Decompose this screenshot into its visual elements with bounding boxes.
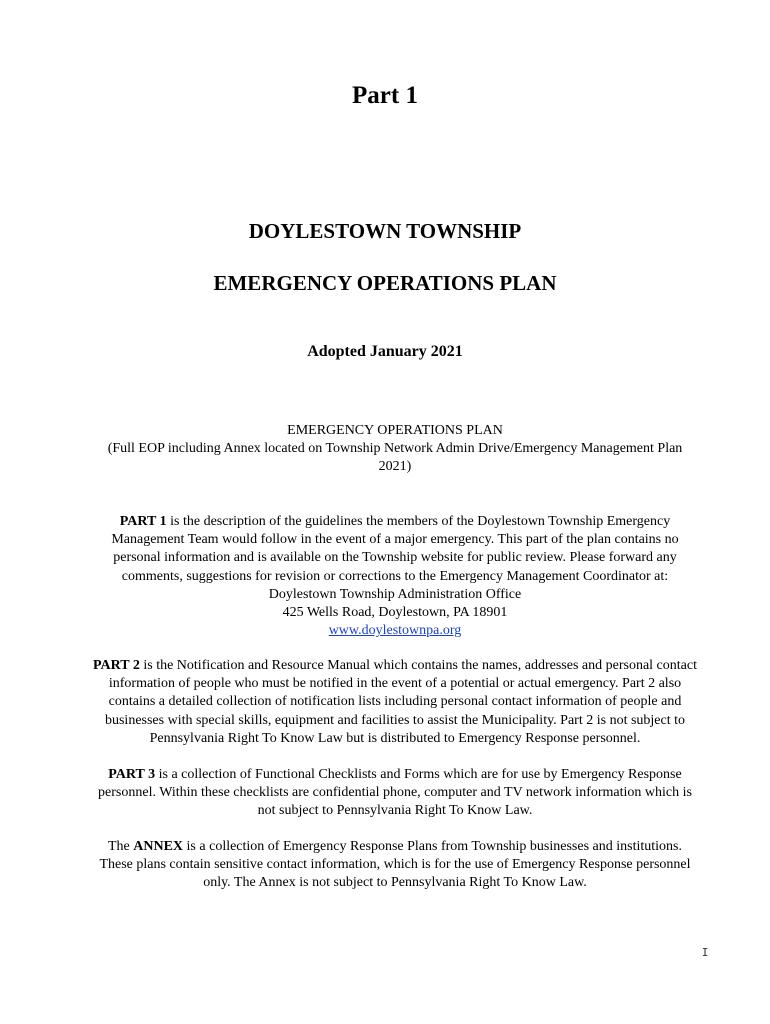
adopted-date: Adopted January 2021 [307, 343, 463, 360]
part3-paragraph [90, 766, 700, 821]
part1-website-line [90, 622, 700, 640]
part1-section [90, 513, 700, 640]
document-title: DOYLESTOWN TOWNSHIP [248, 219, 522, 243]
part1-office: Doylestown Township Administration Office [268, 586, 522, 602]
part3-text: is a collection of Functional Checklists and Forms which are for use by Emergency Response personnel. Within these checklists are confidential phone, computer and TV network information which is not subject to Pennsylvania Right To Know Law. [98, 767, 692, 819]
plan-location-note: (Full EOP including Annex located on Township Network Admin Drive/Emergency Management Plan 2021) [107, 441, 683, 475]
annex-section [90, 838, 700, 893]
annex-paragraph [90, 838, 700, 893]
plan-description-block [90, 422, 700, 477]
annex-label: ANNEX [133, 839, 184, 854]
part1-label: PART 1 [119, 514, 167, 529]
part3-section [90, 766, 700, 821]
part2-text: is the Notification and Resource Manual which contains the names, addresses and personal contact information of people who must be notified in the event of a potential or actual emergency. Part 2 also contains a detailed collection of notification lists including personal contact information of people and businesses with special skills, equipment and facilities to assist the Municipality. Part 2 is not subject to Pennsylvania Right To Know Law but is distributed to Emergency Response personnel. [104, 658, 697, 746]
part2-paragraph [90, 657, 700, 748]
part-heading: Part 1 [352, 82, 418, 109]
annex-text: is a collection of Emergency Response Plans from Township businesses and institutions. These plans contain sensitive contact information, which is for the use of Emergency Response personnel only. The Annex is not subject to Pennsylvania Right To Know Law. [99, 839, 691, 891]
part2-label: PART 2 [93, 658, 140, 673]
website-link[interactable]: www.doylestownpa.org [328, 623, 462, 639]
part1-paragraph [90, 513, 700, 586]
document-subtitle: EMERGENCY OPERATIONS PLAN [213, 271, 557, 295]
part1-text: is the description of the guidelines the members of the Doylestown Township Emergency Management Team would follow in the event of a major emergency. This part of the plan contains no personal information and is available on the Township website for public review. Please forward any comments, suggestions for revision or corrections to the Emergency Management Coordinator at: [111, 514, 679, 584]
part3-label: PART 3 [108, 767, 156, 782]
part2-section [90, 657, 700, 748]
annex-prefix: The [108, 839, 134, 854]
plan-heading: EMERGENCY OPERATIONS PLAN [287, 423, 503, 438]
part1-address: 425 Wells Road, Doylestown, PA 18901 [282, 605, 508, 621]
page-number: I [701, 946, 709, 959]
